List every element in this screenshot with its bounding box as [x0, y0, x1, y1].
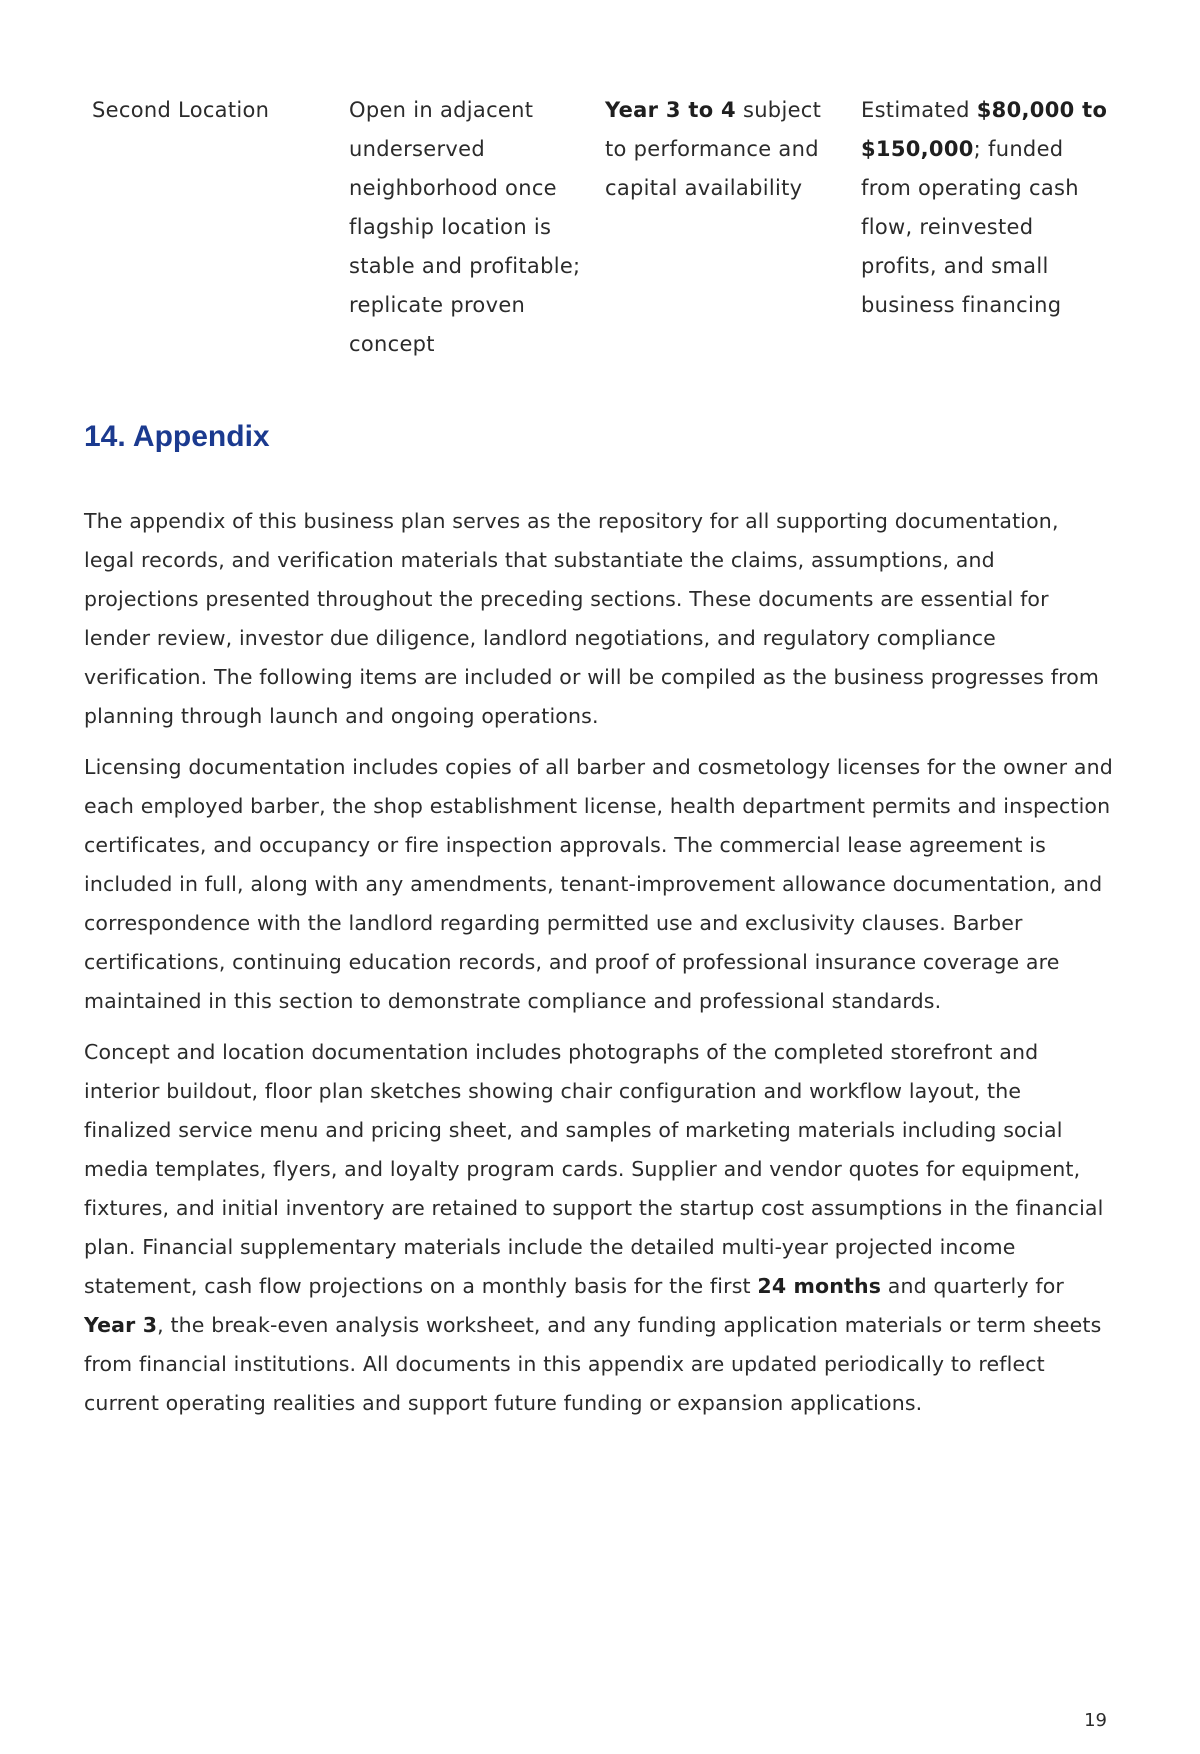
- cell-text: Open in adjacent underserved neighborhood once flagship location is stable and profitable; replicate proven concept: [349, 98, 581, 356]
- table-cell-phase: [92, 91, 332, 130]
- bold-text: 24 months: [757, 1274, 882, 1298]
- paragraph-text: Concept and location documentation includes photographs of the completed storefront and interior buildout, floor plan sketches showing chair configuration and workflow layout, the finalized service menu and pricing sheet, and samples of marketing materials including social media templates, flyers, and loyalty program cards. Supplier and vendor quotes for equipment, fixtures, and initial inventory are retained to support the startup cost assumptions in the financial plan. Financial supplementary materials include the detailed multi-year projected income statement, cash flow projections on a monthly basis for the first: [84, 1040, 1104, 1298]
- paragraph: Licensing documentation includes copies of all barber and cosmetology licenses for the owner and each employed barber, the shop establishment license, health department permits and inspection certificates, and occupancy or fire inspection approvals. The commercial lease agreement is included in full, along with any amendments, tenant-improvement allowance documentation, and correspondence with the landlord regarding permitted use and exclusivity clauses. Barber certifications, continuing education records, and proof of professional insurance coverage are maintained in this section to demonstrate compliance and professional standards.: [84, 755, 1113, 1013]
- paragraph: [84, 1033, 1114, 1423]
- timeline-bold: Year 3 to 4: [605, 98, 736, 122]
- table-cell-cost: [861, 91, 1111, 325]
- section-heading: 14. Appendix: [84, 420, 270, 453]
- cell-text: Estimated: [861, 98, 977, 122]
- paragraph: The appendix of this business plan serves as the repository for all supporting documentation, legal records, and verification materials that substantiate the claims, assumptions, and projections presented throughout the preceding sections. These documents are essential for lender review, investor due diligence, landlord negotiations, and regulatory compliance verification. The following items are included or will be compiled as the business progresses from planning through launch and ongoing operations.: [84, 509, 1100, 728]
- table-cell-description: [349, 91, 589, 364]
- bold-text: Year 3: [84, 1313, 158, 1337]
- paragraph-text: , the break-even analysis worksheet, and any funding application materials or term sheets from financial institutions. All documents in this appendix are updated periodically to reflect current operating realities and support future funding or expansion applications.: [84, 1313, 1102, 1415]
- cell-text: subject to performance and capital availability: [605, 98, 822, 200]
- paragraph-text: and quarterly for: [881, 1274, 1064, 1298]
- section-body: [84, 502, 1114, 1435]
- table-cell-timeline: [605, 91, 845, 208]
- cost-bold: $80,000 to $150,000: [861, 98, 1108, 161]
- page-number: 19: [1084, 1710, 1107, 1731]
- cell-text: ; funded from operating cash flow, reinvested profits, and small business financing: [861, 137, 1079, 317]
- cell-text: Second Location: [92, 98, 270, 122]
